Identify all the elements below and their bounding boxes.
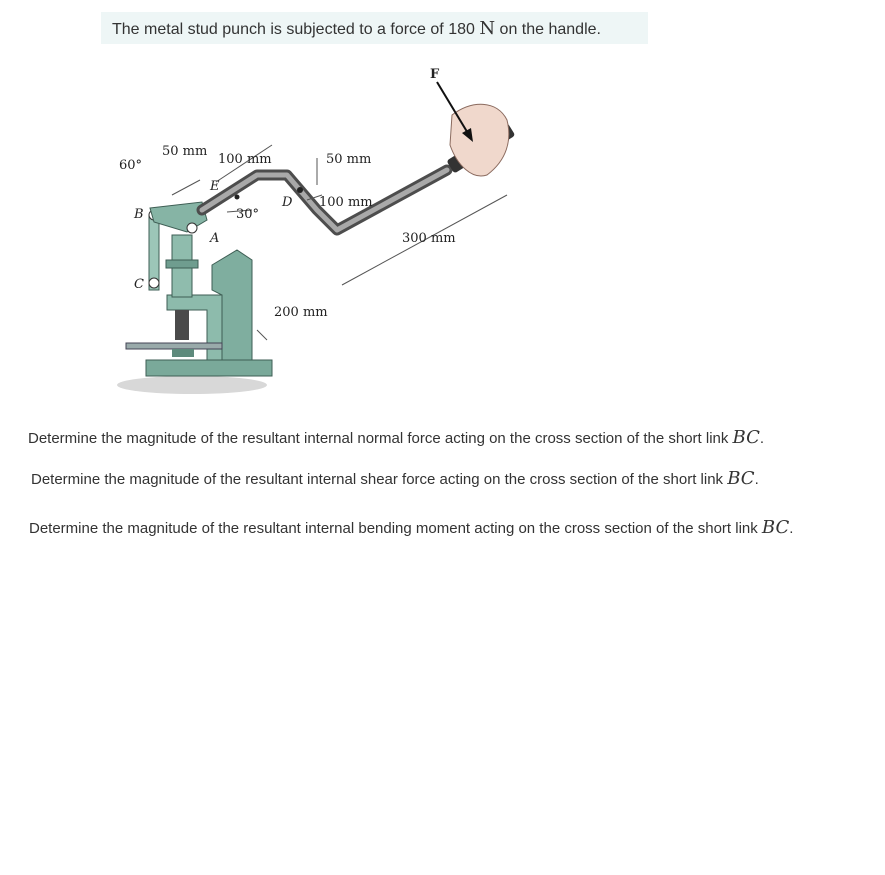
problem-statement <box>101 12 648 44</box>
punch-rod <box>175 310 189 340</box>
question-text: Determine the magnitude of the resultant internal shear force acting on the cross section of the short link <box>31 471 724 488</box>
link-symbol: BC <box>727 468 755 489</box>
question-text: Determine the magnitude of the resultant internal normal force acting on the cross section of the short link <box>28 430 729 447</box>
question-bending-moment: Determine the magnitude of the resultant internal bending moment acting on the cross section of the short link BC. <box>29 517 794 538</box>
label-c: C <box>134 277 144 292</box>
label-b: B <box>134 207 144 222</box>
label-force: F <box>430 67 440 82</box>
pin-c <box>149 278 159 288</box>
question-shear-force: Determine the magnitude of the resultant internal shear force acting on the cross section of the short link BC. <box>31 468 759 489</box>
stud-punch-figure <box>112 60 532 405</box>
label-d: D <box>282 195 293 210</box>
pin-a <box>187 223 197 233</box>
stud-punch-illustration <box>112 60 532 405</box>
dim-100mm-b: 100 mm <box>319 195 373 210</box>
base-shadow <box>117 376 267 394</box>
angle-30: 30° <box>236 207 260 222</box>
label-e: E <box>210 179 220 194</box>
question-text: Determine the magnitude of the resultant internal bending moment acting on the cross section of the short link <box>29 520 758 537</box>
dim-50mm-b: 50 mm <box>326 152 372 167</box>
link-symbol: BC <box>732 427 760 448</box>
link-symbol: BC <box>761 517 790 538</box>
dim-50mm-a: 50 mm <box>162 144 208 159</box>
intro-text-end: on the handle. <box>499 21 601 38</box>
angle-60: 60° <box>119 158 143 173</box>
force-unit: N <box>479 18 496 39</box>
dim-300mm: 300 mm <box>402 231 456 246</box>
die <box>172 349 194 357</box>
question-normal-force: Determine the magnitude of the resultant internal normal force acting on the cross section of the short link BC. <box>28 427 765 448</box>
intro-text: The metal stud punch is subjected to a force of 180 <box>112 21 475 38</box>
dim-100mm-a: 100 mm <box>218 152 272 167</box>
dim-200mm: 200 mm <box>274 305 328 320</box>
base-plate <box>146 360 272 376</box>
work-plate <box>126 343 222 349</box>
label-a: A <box>210 231 220 246</box>
